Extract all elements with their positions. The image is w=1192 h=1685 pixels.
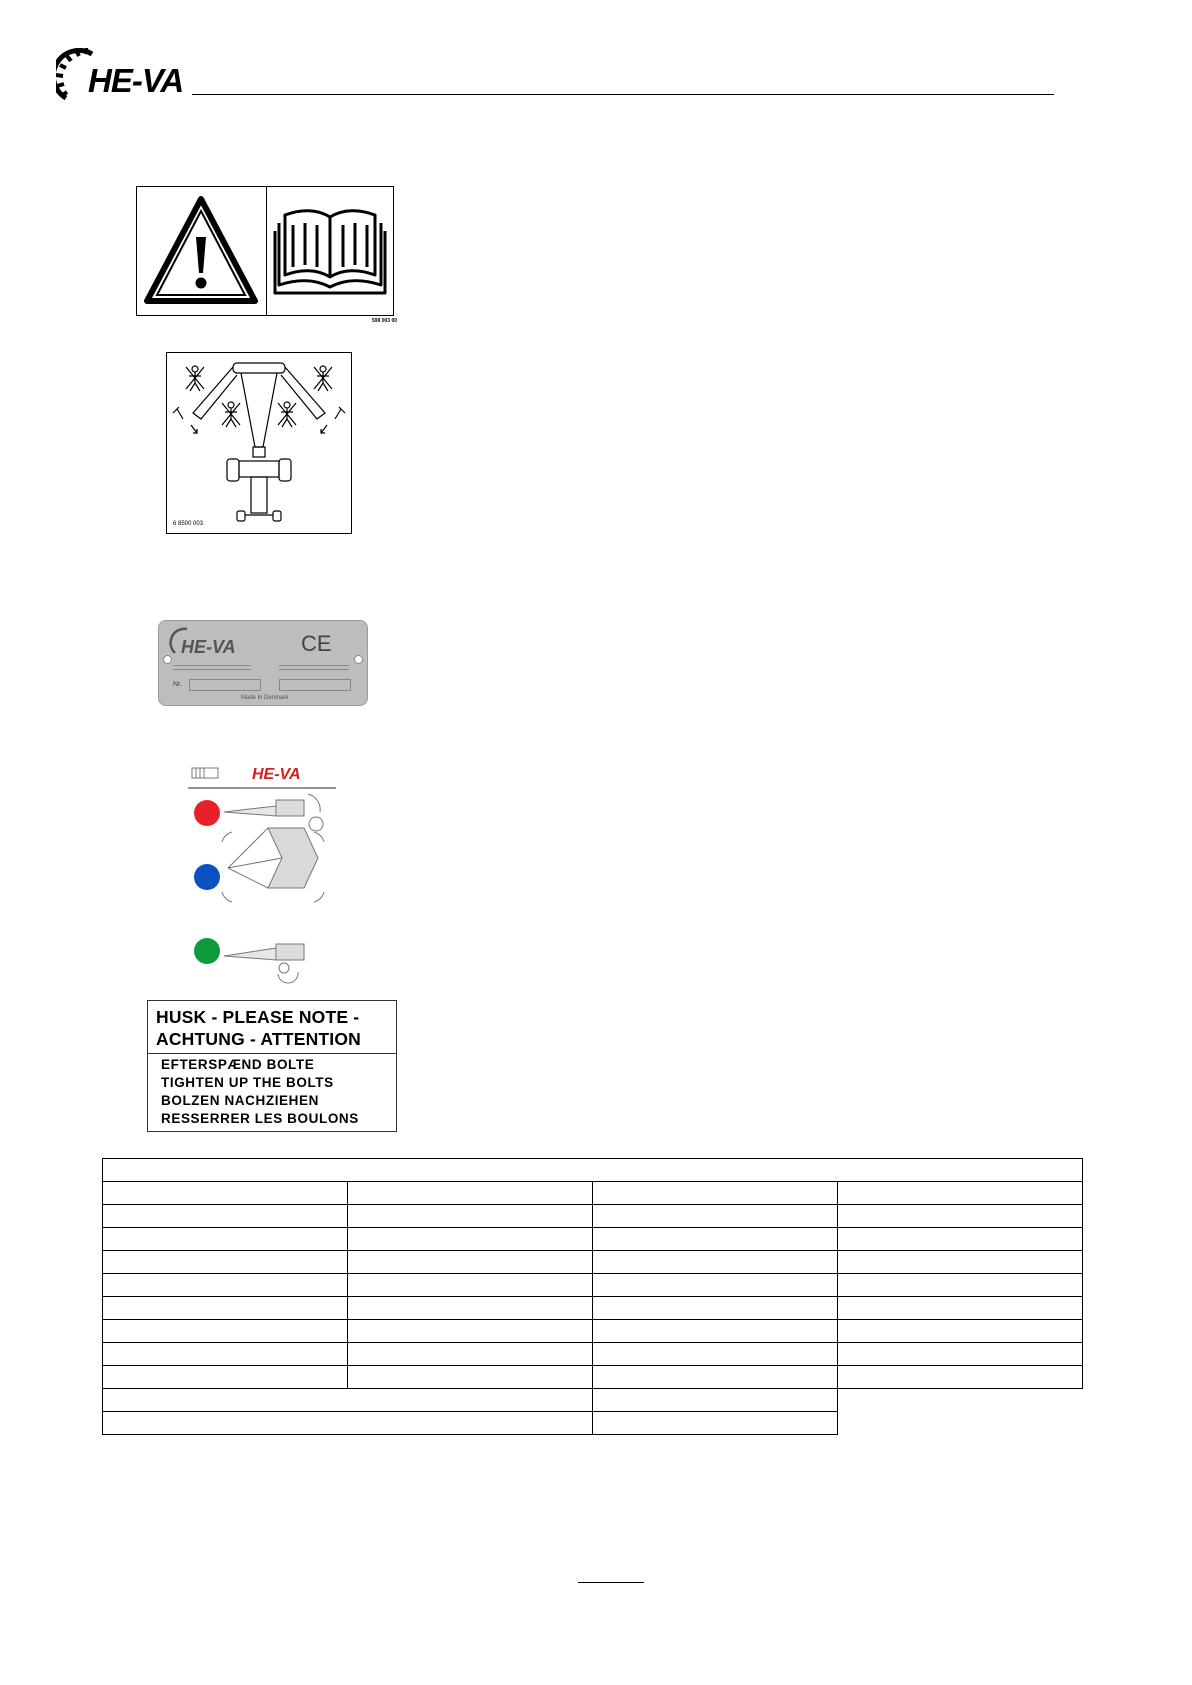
table-cell — [593, 1343, 838, 1366]
tractor-safety-diagram — [167, 353, 351, 533]
table-cell — [838, 1320, 1083, 1343]
table-cell — [348, 1228, 593, 1251]
table-cell — [838, 1228, 1083, 1251]
header-rule — [192, 94, 1054, 95]
table-row — [103, 1389, 1083, 1412]
table-cell — [103, 1159, 1083, 1182]
table-cell — [593, 1412, 838, 1435]
red-circle-icon — [194, 800, 220, 826]
table-cell — [593, 1320, 838, 1343]
hydraulic-color-sign — [188, 758, 336, 984]
table-row — [103, 1274, 1083, 1297]
husk-item-english: TIGHTEN UP THE BOLTS — [161, 1075, 334, 1090]
warning-triangle-icon — [143, 195, 259, 307]
table-cell — [103, 1251, 348, 1274]
machine-nameplate — [158, 620, 368, 706]
table-cell — [348, 1343, 593, 1366]
table-cell — [838, 1205, 1083, 1228]
table-row — [103, 1366, 1083, 1389]
table-cell — [593, 1389, 838, 1412]
green-circle-icon — [194, 938, 220, 964]
table-cell — [593, 1182, 838, 1205]
table-cell — [348, 1274, 593, 1297]
page-number-rule — [578, 1582, 644, 1583]
husk-sign-line2: ACHTUNG - ATTENTION — [156, 1029, 362, 1049]
husk-item-french: RESSERRER LES BOULONS — [161, 1111, 359, 1126]
table-cell — [348, 1320, 593, 1343]
table-cell — [838, 1274, 1083, 1297]
table-cell — [593, 1274, 838, 1297]
table-cell — [103, 1412, 593, 1435]
table-cell — [593, 1228, 838, 1251]
table-row — [103, 1205, 1083, 1228]
husk-item-german: BOLZEN NACHZIEHEN — [161, 1093, 319, 1108]
table-cell — [103, 1389, 593, 1412]
spec-table — [102, 1158, 1083, 1435]
blue-circle-icon — [194, 864, 220, 890]
table-cell — [348, 1251, 593, 1274]
table-cell — [838, 1251, 1083, 1274]
safety-sign-code: 6 8500 003 — [173, 521, 204, 527]
retighten-bolts-sign — [147, 1000, 397, 1132]
nameplate-nr-label: Nr. — [173, 681, 182, 688]
table-cell — [103, 1320, 348, 1343]
table-row — [103, 1182, 1083, 1205]
table-cell — [103, 1182, 348, 1205]
table-cell — [593, 1297, 838, 1320]
table-cell — [103, 1274, 348, 1297]
table-cell — [838, 1343, 1083, 1366]
table-row — [103, 1320, 1083, 1343]
warning-sign-code: 599 003 00 — [372, 318, 398, 324]
table-cell — [348, 1205, 593, 1228]
book-manual-icon — [273, 205, 387, 297]
table-cell — [348, 1297, 593, 1320]
table-cell — [103, 1297, 348, 1320]
table-cell — [838, 1182, 1083, 1205]
logo-text: HE-VA — [88, 62, 184, 99]
table-cell — [103, 1205, 348, 1228]
table-cell — [103, 1366, 348, 1389]
table-row — [103, 1251, 1083, 1274]
husk-sign-line1: HUSK - PLEASE NOTE - — [156, 1007, 360, 1027]
table-cell — [838, 1297, 1083, 1320]
warning-read-manual-sign — [136, 186, 394, 316]
table-cell — [593, 1366, 838, 1389]
nameplate-type-field — [279, 679, 351, 691]
nameplate-serial-field — [189, 679, 261, 691]
nameplate-ce-mark: CE — [301, 631, 332, 656]
table-row — [103, 1159, 1083, 1182]
table-row — [103, 1412, 1083, 1435]
table-row — [103, 1228, 1083, 1251]
table-cell — [103, 1228, 348, 1251]
table-row — [103, 1343, 1083, 1366]
table-cell — [103, 1343, 348, 1366]
nameplate-made-in: Made in Denmark — [241, 695, 289, 701]
safety-zone-sign — [166, 352, 352, 534]
table-cell — [593, 1251, 838, 1274]
table-row — [103, 1297, 1083, 1320]
table-cell — [348, 1366, 593, 1389]
husk-item-danish: EFTERSPÆND BOLTE — [161, 1057, 315, 1072]
table-cell — [838, 1366, 1083, 1389]
nameplate-logo: HE-VA — [181, 637, 236, 657]
table-cell — [593, 1205, 838, 1228]
table-cell — [348, 1182, 593, 1205]
heva-logo — [56, 48, 206, 104]
hydraulic-logo: HE-VA — [252, 766, 301, 783]
